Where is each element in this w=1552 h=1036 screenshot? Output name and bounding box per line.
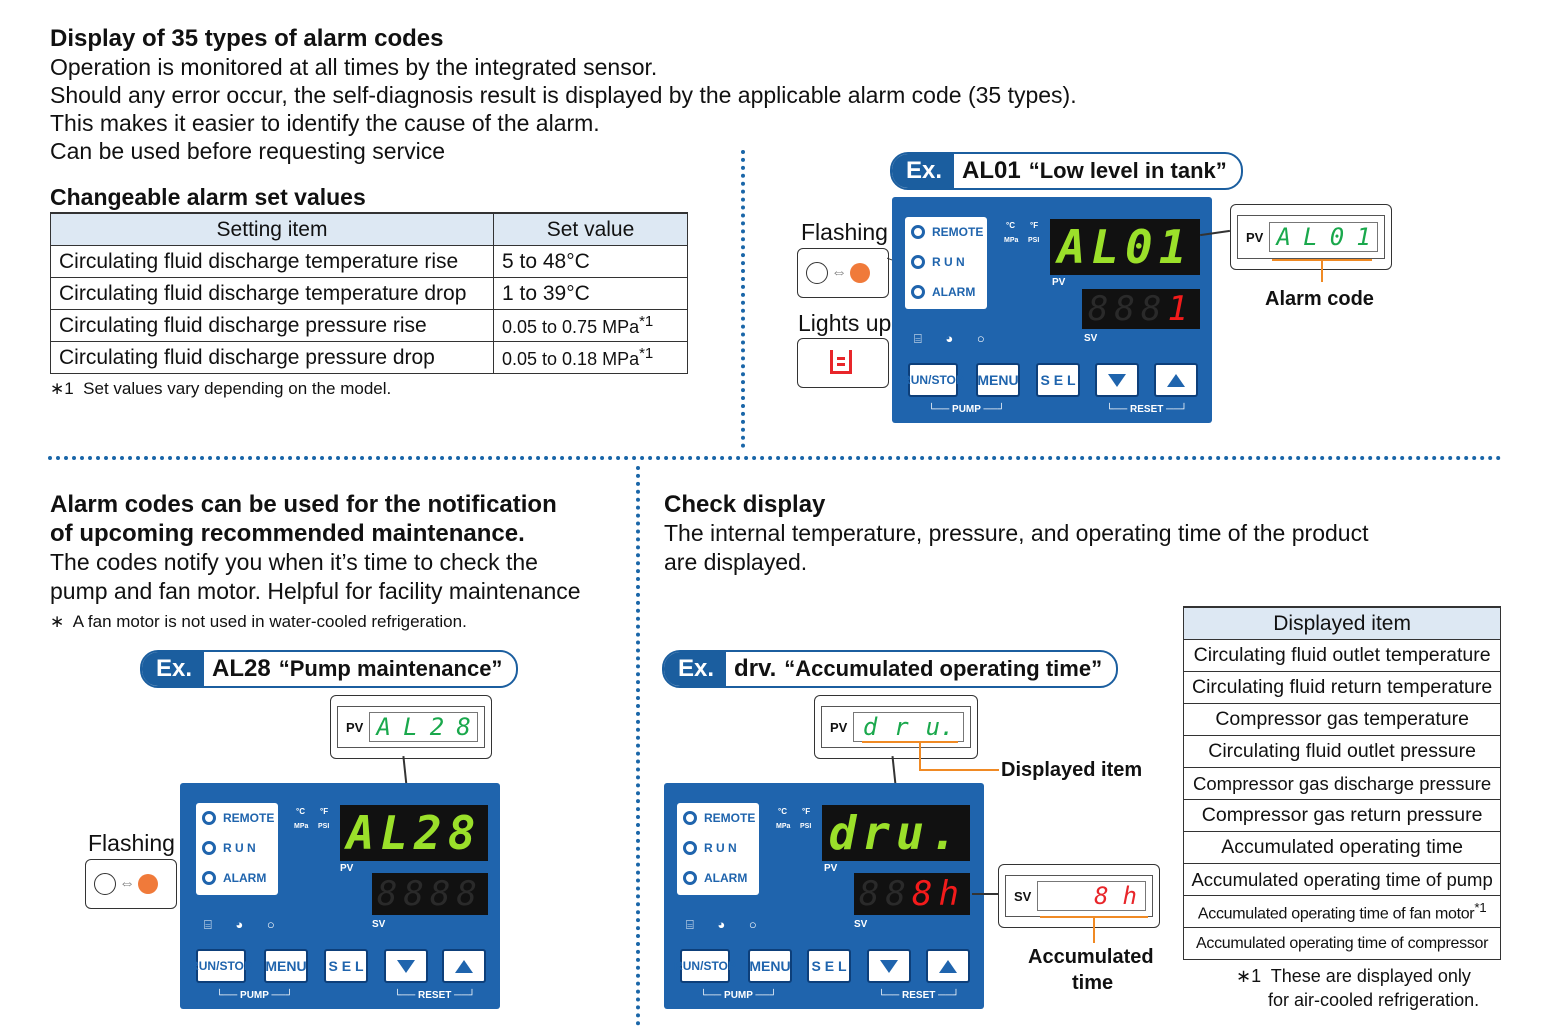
pv-display: AL01 xyxy=(1050,219,1200,275)
table-cell: Compressor gas return pressure xyxy=(1184,800,1501,832)
table-row xyxy=(51,342,688,374)
tank-level-icon xyxy=(830,350,852,374)
swap-arrow-icon: ⇔ xyxy=(831,264,847,281)
accumulated-caption: Accumulated xyxy=(1028,946,1154,968)
table-cell: Accumulated operating time of pump xyxy=(1184,864,1501,896)
alarm-label: ALARM xyxy=(704,871,748,885)
table-header: Displayed item xyxy=(1184,607,1501,640)
maintenance-title: Alarm codes can be used for the notification xyxy=(50,491,557,518)
alarm-led xyxy=(677,863,759,893)
table-row xyxy=(1184,736,1501,768)
ex-tag: Ex. xyxy=(142,652,204,686)
table-cell: Circulating fluid return temperature xyxy=(1184,672,1501,704)
pv-label: PV xyxy=(824,863,838,874)
ex-code: AL28 xyxy=(212,655,271,682)
maintenance-text: pump and fan motor. Helpful for facility maintenance xyxy=(50,578,581,604)
sv-dim-digits: 88 xyxy=(859,874,912,914)
note-text: Set values vary depending on the model. xyxy=(83,379,392,398)
remote-led xyxy=(196,803,278,833)
menu-button[interactable]: MENU xyxy=(976,363,1020,397)
table-cell: 5 to 48°C xyxy=(494,246,688,278)
status-icons: ⌸ ◕ ○ xyxy=(914,331,995,346)
up-button[interactable] xyxy=(926,949,970,983)
note-mark: ∗1 xyxy=(1236,966,1262,986)
table-cell: Circulating fluid discharge pressure rise xyxy=(51,310,494,342)
status-leds xyxy=(196,803,278,895)
controller-panel-al28 xyxy=(180,783,500,1009)
led-ring-icon xyxy=(911,225,925,239)
table-row xyxy=(1184,672,1501,704)
controller-panel-al01 xyxy=(892,197,1212,423)
unit-mpa: MPa xyxy=(1004,237,1019,244)
table-cell: Circulating fluid outlet temperature xyxy=(1184,640,1501,672)
table-row xyxy=(51,278,688,310)
item-text: Accumulated operating time of fan motor xyxy=(1197,905,1475,923)
sv-callout-drv xyxy=(998,864,1160,928)
run-stop-button[interactable]: RUN/ STOP xyxy=(908,363,958,397)
alarm-table-note xyxy=(50,379,391,399)
table-cell: Circulating fluid discharge temperature drop xyxy=(51,278,494,310)
run-stop-button[interactable]: RUN/ STOP xyxy=(196,949,246,983)
unit-mpa: MPa xyxy=(294,823,309,830)
alarm-label: ALARM xyxy=(223,871,267,885)
sv-label: SV xyxy=(854,919,868,930)
mini-pv-value: A L 2 8 xyxy=(369,712,478,742)
led-ring-icon xyxy=(202,841,216,855)
alarm-code-caption: Alarm code xyxy=(1265,288,1374,310)
run-stop-button[interactable]: RUN/ STOP xyxy=(680,949,730,983)
led-on-icon xyxy=(850,263,870,283)
mini-pv-label: PV xyxy=(1246,229,1264,245)
arrow-up-icon xyxy=(455,960,473,973)
mini-sv-label: SV xyxy=(1014,888,1032,904)
down-button[interactable] xyxy=(1095,363,1139,397)
unit-f: °F xyxy=(320,807,329,816)
unit-c: °C xyxy=(778,807,787,816)
led-ring-icon xyxy=(202,871,216,885)
unit-mpa: MPa xyxy=(776,823,791,830)
table-cell: Accumulated operating time xyxy=(1184,832,1501,864)
mini-pv-label: PV xyxy=(830,719,848,735)
sv-dim-digits: 888 xyxy=(1088,289,1168,329)
alarm-set-values-table xyxy=(50,212,688,374)
pump-caption: └── PUMP ──┘ xyxy=(928,404,1005,415)
mini-pv-label: PV xyxy=(346,719,364,735)
callout-line xyxy=(1093,917,1095,943)
sv-label: SV xyxy=(1084,333,1098,344)
down-button[interactable] xyxy=(384,949,428,983)
led-off-icon xyxy=(806,262,828,284)
led-ring-icon xyxy=(683,841,697,855)
led-ring-icon xyxy=(683,871,697,885)
status-icons: ⌸ ◕ ○ xyxy=(204,917,285,932)
remote-label: REMOTE xyxy=(704,811,756,825)
alarm-codes-line: This makes it easier to identify the cause of the alarm. xyxy=(50,110,600,136)
pump-caption: └── PUMP ──┘ xyxy=(700,990,777,1001)
footnote-mark: *1 xyxy=(1474,899,1487,915)
displayed-items-table xyxy=(1183,606,1501,960)
down-button[interactable] xyxy=(867,949,911,983)
callout-line xyxy=(862,741,958,743)
unit-psi: PSI xyxy=(318,823,330,830)
sv-red-digit: 1 xyxy=(1167,289,1194,329)
table-row xyxy=(1184,864,1501,896)
led-ring-icon xyxy=(683,811,697,825)
footnote-mark: *1 xyxy=(639,345,654,362)
alarm-codes-line: Can be used before requesting service xyxy=(50,138,446,164)
status-leds xyxy=(677,803,759,895)
table-cell xyxy=(494,310,688,342)
flashing-indicator xyxy=(94,873,158,895)
ex-code: AL01 xyxy=(962,157,1021,184)
run-led xyxy=(196,833,278,863)
run-led xyxy=(677,833,759,863)
table-row xyxy=(1184,832,1501,864)
sv-red-digits: 8h xyxy=(912,874,965,914)
callout-line xyxy=(919,742,921,770)
sel-button[interactable]: S E L xyxy=(1036,363,1080,397)
reset-caption: └── RESET ──┘ xyxy=(394,990,476,1001)
callout-line xyxy=(919,769,999,771)
footnote-mark: *1 xyxy=(639,313,654,330)
callout-line xyxy=(1321,260,1323,282)
table-row xyxy=(1184,768,1501,800)
remote-label: REMOTE xyxy=(932,225,984,239)
alarm-led xyxy=(196,863,278,893)
table-row xyxy=(1184,640,1501,672)
maintenance-note xyxy=(50,612,467,632)
remote-led xyxy=(905,217,987,247)
note-mark: ∗1 xyxy=(50,379,74,398)
set-value: 0.05 to 0.75 MPa xyxy=(502,317,640,337)
ex-desc: “Low level in tank” xyxy=(1028,158,1227,183)
lights-up-label: Lights up xyxy=(798,310,892,336)
example-al28-label xyxy=(140,650,518,688)
reset-caption: └── RESET ──┘ xyxy=(1106,404,1188,415)
ex-desc: “Accumulated operating time” xyxy=(784,656,1103,681)
alarm-table-title: Changeable alarm set values xyxy=(50,184,366,210)
table-cell: Circulating fluid outlet pressure xyxy=(1184,736,1501,768)
table-cell: 1 to 39°C xyxy=(494,278,688,310)
arrow-down-icon xyxy=(880,960,898,973)
flashing-callout xyxy=(797,248,889,298)
mini-pv-display xyxy=(337,706,485,748)
divider-vertical xyxy=(741,150,745,448)
table-row xyxy=(1184,704,1501,736)
example-drv-label xyxy=(662,650,1118,688)
table-cell: Circulating fluid discharge pressure drop xyxy=(51,342,494,374)
table-row xyxy=(51,246,688,278)
time-caption: time xyxy=(1072,972,1114,994)
table-row xyxy=(1184,800,1501,832)
check-display-text: The internal temperature, pressure, and operating time of the product xyxy=(664,520,1369,546)
table-cell: Compressor gas temperature xyxy=(1184,704,1501,736)
lights-up-callout xyxy=(797,338,889,388)
mini-pv-value: A L 0 1 xyxy=(1269,222,1378,252)
remote-label: REMOTE xyxy=(223,811,275,825)
sel-button[interactable]: S E L xyxy=(807,949,851,983)
check-display-text: are displayed. xyxy=(664,549,808,575)
flashing-label: Flashing xyxy=(88,830,175,856)
menu-button[interactable]: MENU xyxy=(264,949,308,983)
pv-label: PV xyxy=(1052,277,1066,288)
status-icons: ⌸ ◕ ○ xyxy=(686,917,767,932)
sel-button[interactable]: S E L xyxy=(324,949,368,983)
up-button[interactable] xyxy=(1154,363,1198,397)
run-label: R U N xyxy=(704,841,737,855)
unit-psi: PSI xyxy=(1028,237,1040,244)
ex-tag: Ex. xyxy=(892,154,954,188)
mini-pv-display xyxy=(1237,215,1385,259)
set-value: 0.05 to 0.18 MPa xyxy=(502,349,640,369)
unit-c: °C xyxy=(1006,221,1015,230)
mini-pv-value: d r u. xyxy=(853,712,964,742)
led-off-icon xyxy=(94,873,116,895)
led-ring-icon xyxy=(911,255,925,269)
sv-display xyxy=(1082,289,1200,329)
pv-display: AL28 xyxy=(340,805,488,861)
led-ring-icon xyxy=(911,285,925,299)
led-on-icon xyxy=(138,874,158,894)
table-header: Setting item xyxy=(51,213,494,246)
table-cell: Circulating fluid discharge temperature rise xyxy=(51,246,494,278)
reset-caption: └── RESET ──┘ xyxy=(878,990,960,1001)
arrow-down-icon xyxy=(1108,374,1126,387)
ex-tag: Ex. xyxy=(664,652,726,686)
displayed-items-note xyxy=(1236,966,1471,987)
table-cell xyxy=(494,342,688,374)
check-display-title: Check display xyxy=(664,491,826,518)
pv-callout-al28 xyxy=(330,695,492,759)
arrow-up-icon xyxy=(1167,374,1185,387)
table-cell: Accumulated operating time of compressor xyxy=(1184,928,1501,960)
unit-f: °F xyxy=(802,807,811,816)
maintenance-text: The codes notify you when it’s time to check the xyxy=(50,549,538,575)
alarm-led xyxy=(905,277,987,307)
pump-caption: └── PUMP ──┘ xyxy=(216,990,293,1001)
controller-panel-drv xyxy=(664,783,984,1009)
alarm-codes-line: Operation is monitored at all times by the integrated sensor. xyxy=(50,54,658,80)
led-ring-icon xyxy=(202,811,216,825)
unit-psi: PSI xyxy=(800,823,812,830)
table-row xyxy=(51,310,688,342)
note-text: A fan motor is not used in water-cooled refrigeration. xyxy=(72,612,467,631)
alarm-codes-line: Should any error occur, the self-diagnosis result is displayed by the applicable alarm code (35 types). xyxy=(50,82,1077,108)
mini-sv-display xyxy=(1005,875,1153,917)
flashing-indicator xyxy=(806,262,870,284)
pv-display: dru. xyxy=(822,805,970,861)
maintenance-title: of upcoming recommended maintenance. xyxy=(50,520,525,547)
unit-c: °C xyxy=(296,807,305,816)
run-led xyxy=(905,247,987,277)
pv-label: PV xyxy=(340,863,354,874)
sv-label: SV xyxy=(372,919,386,930)
table-cell xyxy=(1184,896,1501,928)
sv-display xyxy=(854,873,970,915)
arrow-down-icon xyxy=(397,960,415,973)
run-label: R U N xyxy=(932,255,965,269)
ex-code: drv. xyxy=(734,655,777,682)
example-al01-label xyxy=(890,152,1243,190)
alarm-codes-title: Display of 35 types of alarm codes xyxy=(50,25,444,52)
remote-led xyxy=(677,803,759,833)
menu-button[interactable]: MENU xyxy=(748,949,792,983)
up-button[interactable] xyxy=(442,949,486,983)
sv-display: 8888 xyxy=(372,873,488,915)
unit-f: °F xyxy=(1030,221,1039,230)
displayed-items-note: for air-cooled refrigeration. xyxy=(1268,990,1480,1010)
table-row xyxy=(1184,928,1501,960)
flashing-callout xyxy=(85,859,177,909)
displayed-item-caption: Displayed item xyxy=(1001,759,1143,781)
run-label: R U N xyxy=(223,841,256,855)
alarm-label: ALARM xyxy=(932,285,976,299)
note-text: These are displayed only xyxy=(1270,966,1471,986)
status-leds xyxy=(905,217,987,309)
divider-vertical xyxy=(636,466,640,1026)
pointer-line xyxy=(972,893,998,895)
swap-arrow-icon: ⇔ xyxy=(119,875,135,892)
table-cell: Compressor gas discharge pressure xyxy=(1184,768,1501,800)
table-header: Set value xyxy=(494,213,688,246)
pv-callout-drv xyxy=(814,695,978,759)
table-row xyxy=(1184,896,1501,928)
mini-sv-value: 8 h xyxy=(1037,881,1146,911)
ex-desc: “Pump maintenance” xyxy=(278,656,503,681)
divider-horizontal xyxy=(48,456,1502,460)
note-mark: ∗ xyxy=(50,612,65,631)
arrow-up-icon xyxy=(939,960,957,973)
flashing-label: Flashing xyxy=(801,219,888,245)
